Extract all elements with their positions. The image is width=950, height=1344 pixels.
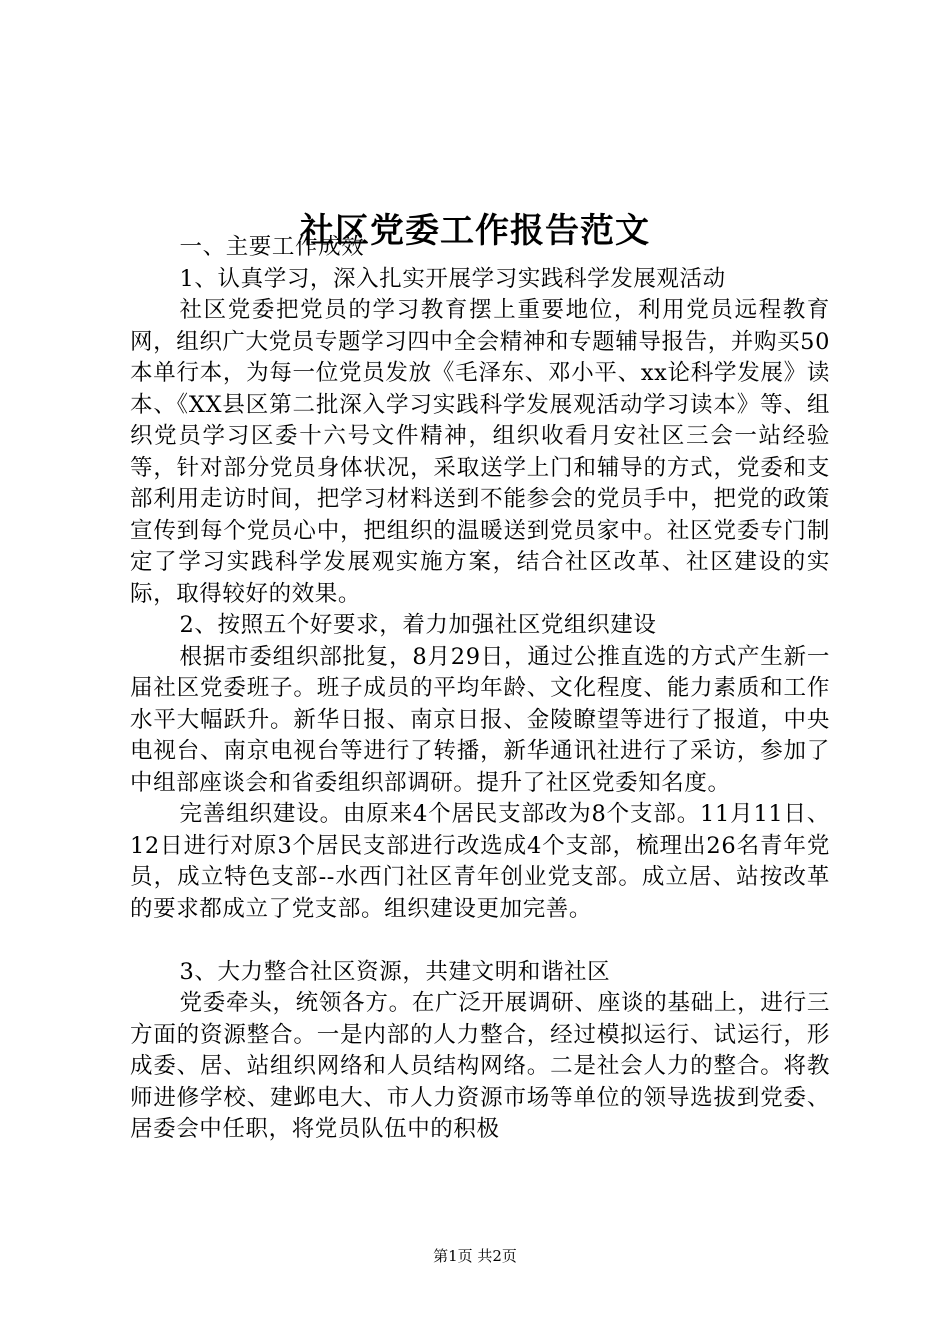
document-body [130, 232, 830, 1146]
subsection-heading: 1、认真学习，深入扎实开展学习实践科学发展观活动 [179, 265, 726, 292]
subsection-heading: 2、按照五个好要求，着力加强社区党组织建设 [179, 612, 657, 638]
section-heading: 一、主要工作成效 [179, 234, 365, 260]
document-title: 社区党委工作报告范文 [300, 210, 650, 251]
body-paragraph: 完善组织建设。由原来4个居民支部改为8个支部。11月11日、12日进行对原3个居民支部进行改选成4个支部，梳理出26名青年党员，成立特色支部--水西门社区青年创业党支部。成立居、站按改革的要求都成立了党支部。组织建设更加完善。 [130, 801, 830, 922]
body-paragraph: 根据市委组织部批复，8月29日，通过公推直选的方式产生新一届社区党委班子。班子成员的平均年龄、文化程度、能力素质和工作水平大幅跃升。新华日报、南京日报、金陵瞭望等进行了报道，中央电视台、南京电视台等进行了转播，新华通讯社进行了采访，参加了中组部座谈会和省委组织部调研。提升了社区党委知名度。 [130, 643, 830, 796]
body-paragraph: 党委牵头，统领各方。在广泛开展调研、座谈的基础上，进行三方面的资源整合。一是内部的人力整合，经过模拟运行、试运行，形成委、居、站组织网络和人员结构网络。二是社会人力的整合。将教师进修学校、建邺电大、市人力资源市场等单位的领导选拔到党委、居委会中任职，将党员队伍中的积极 [130, 990, 830, 1142]
subsection-heading: 3、大力整合社区资源，共建文明和谐社区 [179, 958, 611, 985]
page-number-footer: 第1页 共2页 [433, 1247, 517, 1265]
body-paragraph: 社区党委把党员的学习教育摆上重要地位，利用党员远程教育网，组织广大党员专题学习四中全会精神和专题辅导报告，并购买50本单行本，为每一位党员发放《毛泽东、邓小平、xx论科学发展》读本、《XX县区第二批深入学习实践科学发展观活动学习读本》等、组织党员学习区委十六号文件精神，组织收看月安社区三会一站经验等，针对部分党员身体状况，采取送学上门和辅导的方式，党委和支部利用走访时间，把学习材料送到不能参会的党员手中，把党的政策宣传到每个党员心中，把组织的温暖送到党员家中。社区党委专门制定了学习实践科学发展观实施方案，结合社区改革、社区建设的实际，取得较好的效果。 [130, 297, 830, 607]
